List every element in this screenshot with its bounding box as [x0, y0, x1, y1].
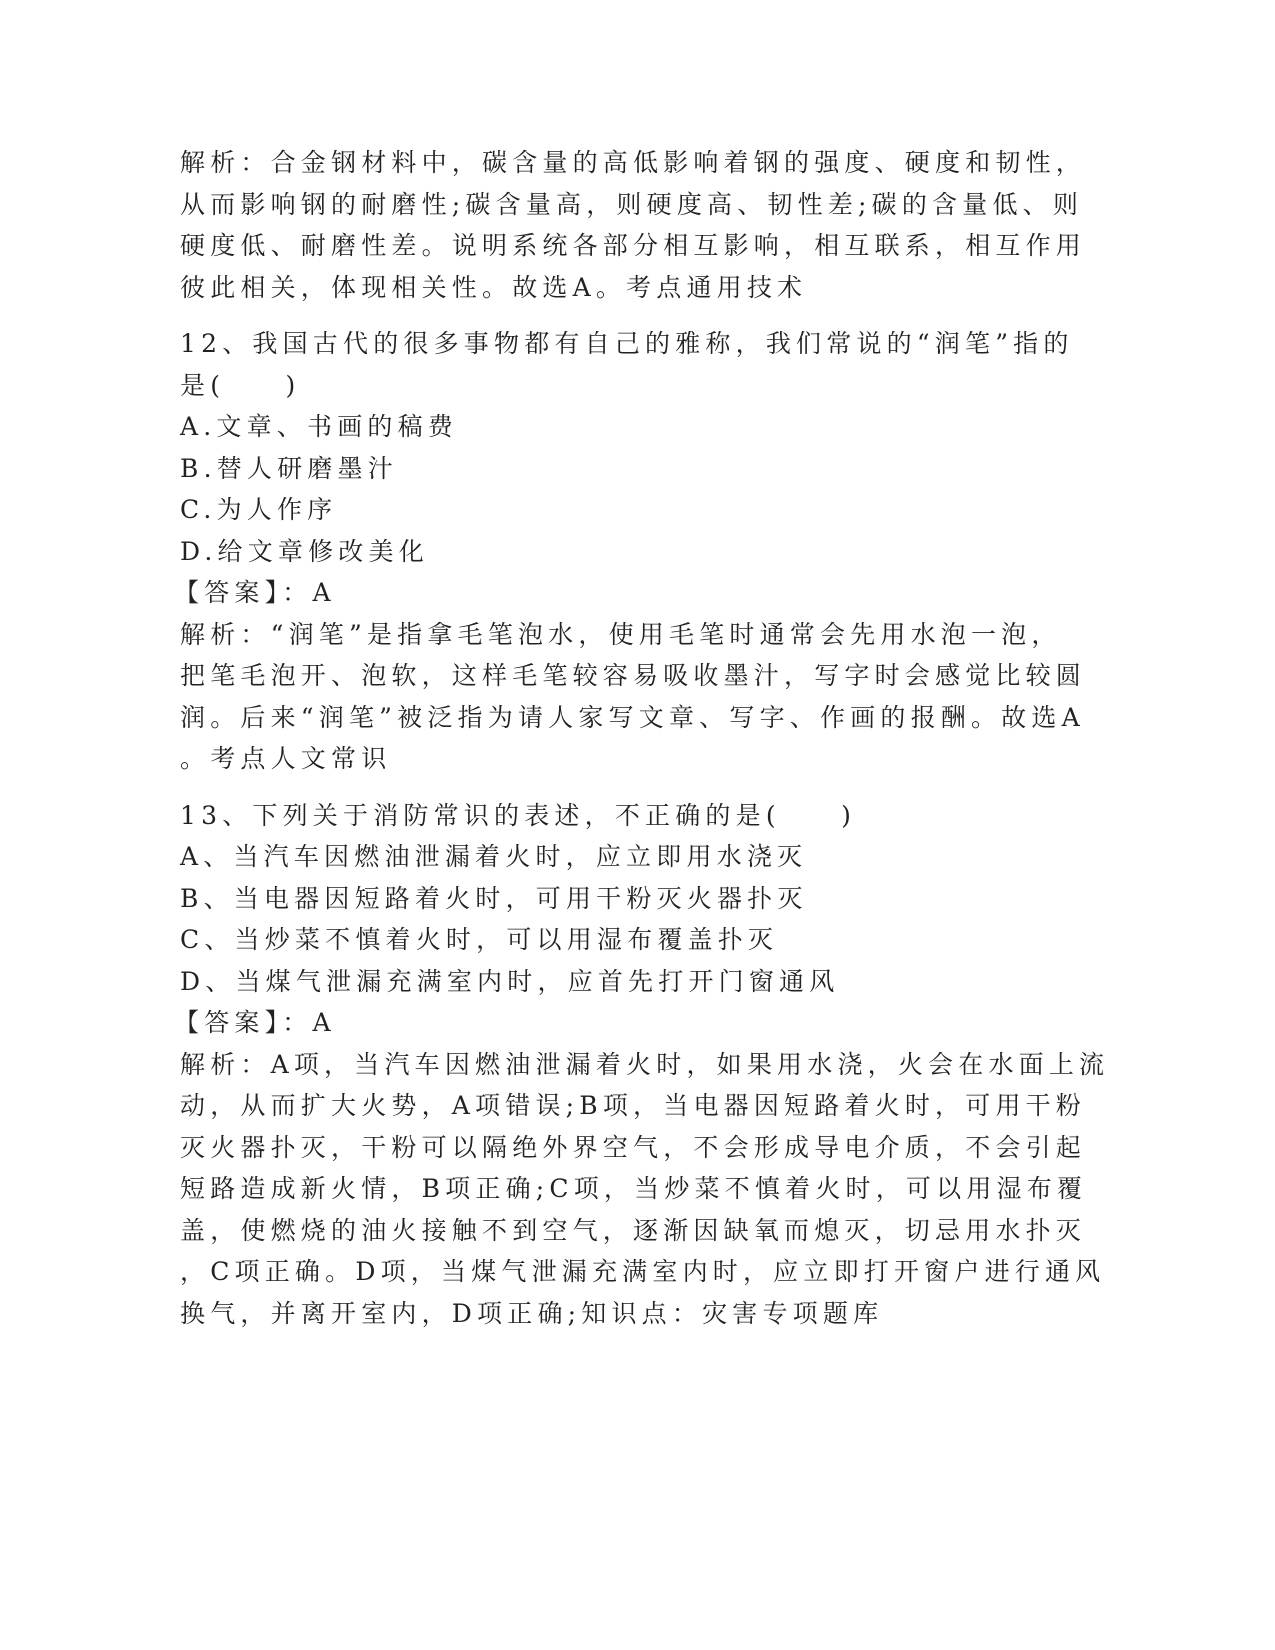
document-page — [174, 142, 1110, 1334]
option-d: D、当煤气泄漏充满室内时，应首先打开门窗通风 — [180, 966, 840, 996]
option-c: C.为人作序 — [180, 495, 338, 524]
explanation-line: 彼此相关，体现相关性。故选A。考点通用技术 — [180, 272, 808, 302]
answer-label: 【答案】：A — [174, 578, 336, 607]
explanation-line: 灭火器扑灭，干粉可以隔绝外界空气，不会形成导电介质，不会引起 — [180, 1132, 1087, 1162]
question-13 — [174, 795, 1110, 1335]
explanation-line: 硬度低、耐磨性差。说明系统各部分相互影响，相互联系，相互作用 — [180, 231, 1087, 260]
question-12 — [174, 323, 1087, 780]
answer-label: 【答案】：A — [174, 1008, 336, 1037]
explanation-line: 短路造成新火情，B项正确;C项，当炒菜不慎着火时，可以用湿布覆 — [180, 1174, 1088, 1203]
explanation-line: 。考点人文常识 — [180, 744, 392, 773]
option-d: D.给文章修改美化 — [180, 536, 429, 566]
explanation-line: 解析：“润笔”是指拿毛笔泡水，使用毛笔时通常会先用水泡一泡， — [180, 619, 1062, 649]
explanation-line: 盖，使燃烧的油火接触不到空气，逐渐因缺氧而熄灭，切忌用水扑灭 — [180, 1215, 1087, 1245]
intro-explanation — [180, 142, 1087, 308]
explanation-line: 解析：A项，当汽车因燃油泄漏着火时，如果用水浇，火会在水面上流 — [180, 1049, 1110, 1079]
option-a: A、当汽车因燃油泄漏着火时，应立即用水浇灭 — [180, 842, 808, 871]
option-a: A.文章、书画的稿费 — [180, 412, 459, 441]
option-b: B、当电器因短路着火时，可用干粉灭火器扑灭 — [180, 883, 808, 913]
question-stem: 13、下列关于消防常识的表述，不正确的是( ) — [180, 800, 857, 830]
option-c: C、当炒菜不慎着火时，可以用湿布覆盖扑灭 — [180, 925, 779, 954]
explanation-line: 动，从而扩大火势，A项错误;B项，当电器因短路着火时，可用干粉 — [180, 1091, 1087, 1120]
question-stem: 12、我国古代的很多事物都有自己的雅称，我们常说的“润笔”指的 — [180, 329, 1074, 358]
explanation-line: 解析：合金钢材料中，碳含量的高低影响着钢的强度、硬度和韧性， — [180, 148, 1087, 177]
explanation-line: 润。后来“润笔”被泛指为请人家写文章、写字、作画的报酬。故选A — [180, 702, 1085, 732]
explanation-line: 把笔毛泡开、泡软，这样毛笔较容易吸收墨汁，写字时会感觉比较圆 — [180, 661, 1087, 690]
explanation-line: 换气，并离开室内，D项正确;知识点：灾害专项题库 — [180, 1298, 884, 1328]
explanation-line: 从而影响钢的耐磨性;碳含量高，则硬度高、韧性差;碳的含量低、则 — [180, 189, 1084, 219]
explanation-line: ，C项正确。D项，当煤气泄漏充满室内时，应立即打开窗户进行通风 — [180, 1257, 1106, 1286]
question-stem: 是( ) — [180, 370, 301, 400]
option-b: B.替人研磨墨汁 — [180, 453, 398, 483]
